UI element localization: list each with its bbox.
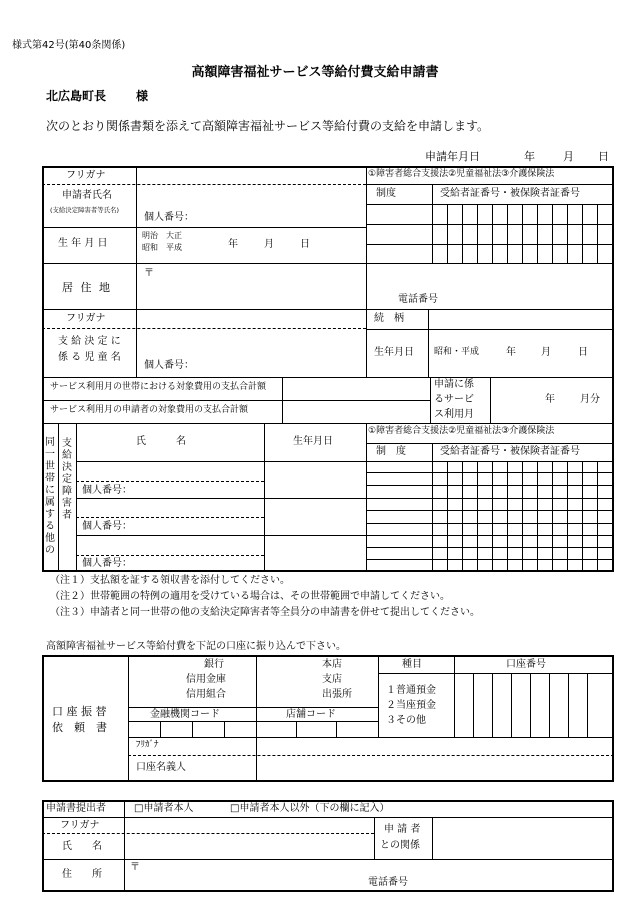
branch-code-label: 店舗コード (286, 709, 336, 720)
era-meiji-taisho: 明治 大正 (142, 231, 182, 240)
addressee: 北広島町長 (46, 89, 107, 103)
applicant-address-label: 居 住 地 (62, 281, 112, 294)
account-number-header: 口座番号 (506, 659, 546, 670)
addressee-suffix: 様 (136, 89, 149, 103)
submitter-relation-1: 申 請 者 (384, 824, 421, 835)
household-system-header: 制 度 (376, 446, 406, 457)
birth-month: 月 (264, 239, 274, 250)
bank-type-bank: 銀行 (204, 659, 224, 670)
submitter-relation-2: との関係 (380, 840, 420, 851)
submitter-address-label: 住 所 (62, 869, 102, 880)
era-showa-heisei: 昭和 平成 (142, 243, 182, 252)
applicant-postal-mark: 〒 (144, 268, 154, 279)
service-month: 月分 (580, 394, 600, 405)
bank-side-label-1: 口 座 振 替 (52, 705, 107, 718)
date-label: 申請年月日 (425, 150, 480, 163)
applicant-name-sub: (支給決定障害者等氏名) (50, 206, 119, 214)
date-month: 月 (563, 150, 574, 163)
form-number: 様式第42号(第40条関係) (12, 40, 126, 51)
bank-caption: 高額障害福祉サービス等給付費を下記の口座に振り込んで下さい。 (46, 641, 346, 652)
month-label-1: 申請に係 (434, 379, 474, 390)
household-total-label: サービス利用月の世帯における対象費用の支払合計額 (50, 382, 267, 392)
bank-type-credit-union: 信用組合 (186, 689, 226, 700)
month-label-3: ス利用月 (434, 409, 474, 420)
holder-furigana-label: ﾌﾘｶﾞﾅ (136, 740, 159, 750)
child-era: 昭和・平成 (434, 347, 480, 357)
household-birth-header: 生年月日 (293, 436, 333, 447)
note-2: （注２）世帯範囲の特例の適用を受けている場合は、その世帯範囲で申請してください。 (50, 591, 450, 602)
member3-personal-number: 個人番号： (82, 558, 132, 569)
note-1: （注１）支払額を証する領収書を添付してください。 (50, 575, 290, 586)
member2-personal-number: 個人番号： (82, 521, 132, 532)
submitter-postal-mark: 〒 (130, 862, 140, 873)
applicant-furigana-label: フリガナ (66, 170, 106, 181)
account-kind-3: ３その他 (386, 715, 426, 726)
service-year: 年 (545, 394, 555, 405)
child-label-line1: 支 給 決 定 に (58, 336, 121, 347)
household-name-header: 氏 名 (136, 436, 186, 447)
submitter-phone-label: 電話番号 (368, 877, 408, 888)
holder-label: 口座名義人 (136, 762, 186, 773)
cert-label: 受給者証番号・被保険者証番号 (440, 188, 580, 199)
account-kind-1: １普通預金 (386, 685, 436, 696)
child-day: 日 (578, 347, 588, 358)
branch-type-branch: 支店 (322, 674, 342, 685)
intro-text: 次のとおり関係書類を添えて高額障害福祉サービス等給付費の支給を申請します。 (46, 119, 490, 133)
month-label-2: るサービ (434, 394, 474, 405)
applicant-name-label: 申請者氏名 (62, 190, 112, 201)
household-cert-header: 受給者証番号・被保険者証番号 (440, 446, 580, 457)
birth-year: 年 (228, 239, 238, 250)
child-birth-label: 生年月日 (374, 347, 414, 358)
applicant-personal-number: 個人番号： (144, 212, 194, 223)
date-day: 日 (598, 150, 609, 163)
submitter-option-self[interactable]: □申請者本人 (134, 803, 194, 814)
applicant-laws: ①障害者総合支援法②児童福祉法③介護保険法 (368, 169, 555, 179)
applicant-phone-label: 電話番号 (398, 294, 438, 305)
system-label: 制度 (376, 188, 396, 199)
household-side-inner: 支給決定障害者 (62, 438, 72, 521)
bank-type-credit-bank: 信用金庫 (186, 674, 226, 685)
child-label-line2: 係 る 児 童 名 (58, 352, 121, 363)
member1-personal-number: 個人番号： (82, 485, 132, 496)
account-kind-header: 種目 (402, 659, 422, 670)
branch-type-office: 出張所 (322, 689, 352, 700)
branch-type-head: 本店 (322, 659, 342, 670)
bank-side-label-2: 依 頼 書 (52, 721, 107, 734)
submitter-option-other[interactable]: □申請者本人以外（下の欄に記入） (230, 803, 390, 814)
institution-code-label: 金融機関コード (150, 709, 220, 720)
account-kind-2: ２当座預金 (386, 700, 436, 711)
date-year: 年 (524, 150, 535, 163)
applicant-total-label: サービス利用月の申請者の対象費用の支払合計額 (50, 405, 249, 415)
child-year: 年 (506, 347, 516, 358)
submitter-label: 申請書提出者 (46, 803, 106, 814)
applicant-birth-label: 生 年 月 日 (58, 238, 108, 249)
page-title: 高額障害福祉サービス等給付費支給申請書 (191, 65, 439, 80)
birth-day: 日 (300, 239, 310, 250)
submitter-furigana-label: フリガナ (60, 820, 100, 831)
note-3: （注３）申請者と同一世帯の他の支給決定障害者等全員分の申請書を併せて提出してください。 (50, 607, 480, 618)
household-laws: ①障害者総合支援法②児童福祉法③介護保険法 (368, 426, 555, 436)
child-month: 月 (541, 347, 551, 358)
household-side-outer: 同一世帯に属する他の (45, 437, 55, 556)
child-personal-number: 個人番号： (144, 360, 194, 371)
child-furigana-label: フリガナ (66, 313, 106, 324)
child-relation-label: 続 柄 (374, 313, 404, 324)
submitter-name-label: 氏 名 (62, 841, 102, 852)
